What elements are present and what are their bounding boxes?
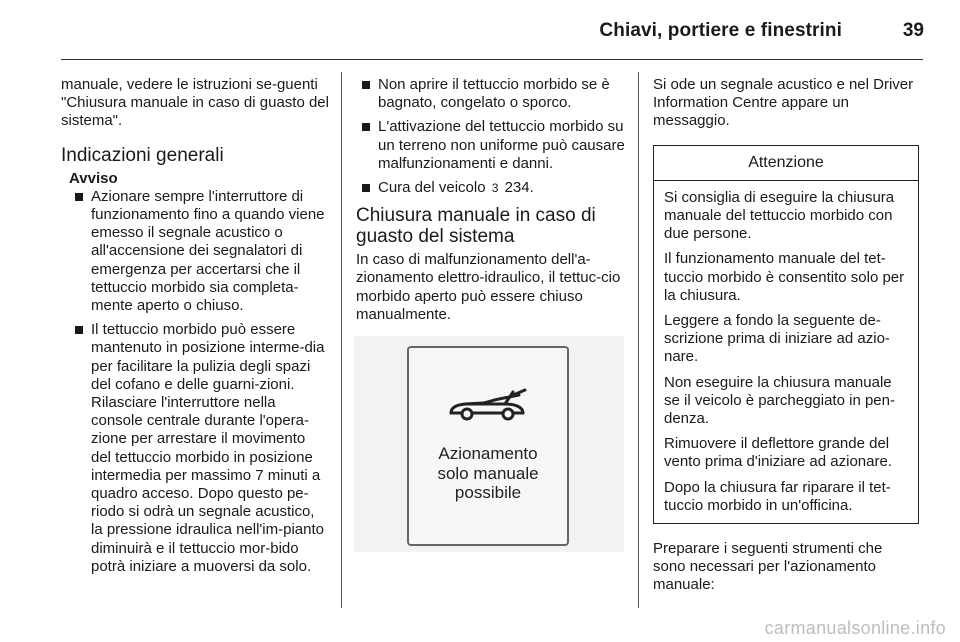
list-item: Non aprire il tettuccio morbido se è bagnato, congelato o sporco. bbox=[356, 76, 626, 112]
column-1 bbox=[61, 76, 329, 582]
list-item: L'attivazione del tettuccio morbido su un terreno non uniforme può causare malfunzionamenti e danni. bbox=[356, 118, 626, 173]
list-item: Il tettuccio morbido può essere mantenuto in posizione interme-dia per facilitare la pulizia degli spazi del cofano e delle guarni-zioni. Rilasciare l'interruttore nella console centrale durante l'opera-zione per arrestare il movimento del tettuccio morbido in posizione intermedia per massimo 7 minuti a quadro acceso. Dopo questo pe-riodo si odrà un segnale acustico, la pressione idraulica nell'im-pianto diminuirà e il tettuccio mor-bido potrà iniziare a muoversi da solo. bbox=[69, 321, 329, 576]
warning-box bbox=[653, 145, 919, 524]
note-bullet-list bbox=[69, 188, 329, 576]
caution-bullet-list bbox=[356, 76, 626, 197]
column-2 bbox=[356, 76, 626, 552]
list-item: Azionare sempre l'interruttore di funzionamento fino a quando viene emesso il segnale acustico o all'accensione dei segnalatori di emergenza per accertarsi che il tettuccio morbido sia completa-mente aperto o chiuso. bbox=[69, 188, 329, 315]
col1-intro: manuale, vedere le istruzioni se-guenti "Chiusura manuale in caso di guasto del sistema". bbox=[61, 76, 329, 130]
dic-display-panel bbox=[407, 346, 569, 546]
warning-paragraph: Dopo la chiusura far riparare il tet-tuccio morbido in un'officina. bbox=[664, 478, 891, 514]
warning-body bbox=[654, 181, 918, 523]
column-divider-2 bbox=[638, 72, 639, 608]
warning-paragraph: Si consiglia di eseguire la chiusura manuale del tettuccio morbido con due persone. bbox=[664, 188, 895, 243]
warning-paragraph: Leggere a fondo la seguente de-scrizione prima di iniziare ad azio-nare. bbox=[664, 312, 890, 366]
column-3 bbox=[653, 76, 917, 595]
col2-body: In caso di malfunzionamento dell'a-zionamento elettro-idraulico, il tettuc-cio morbido aperto può essere chiuso manualmente. bbox=[356, 251, 621, 323]
section-heading-general: Indicazioni generali bbox=[61, 144, 224, 166]
page-reference-arrow-icon: 3 bbox=[491, 181, 499, 196]
col3-intro: Si ode un segnale acustico e nel Driver Information Centre appare un messaggio. bbox=[653, 76, 914, 130]
page-header-title: Chiavi, portiere e finestrini bbox=[599, 20, 842, 41]
col3-after-text: Preparare i seguenti strumenti che sono necessari per l'azionamento manuale: bbox=[653, 540, 883, 594]
display-message-text: Azionamento solo manuale possibile bbox=[437, 444, 539, 503]
watermark: carmanualsonline.info bbox=[764, 618, 946, 638]
page-number: 39 bbox=[902, 20, 924, 41]
column-divider-1 bbox=[341, 72, 342, 608]
care-page-link[interactable]: 234. bbox=[504, 179, 534, 197]
figure-display-message bbox=[354, 336, 624, 552]
header-divider bbox=[61, 59, 923, 60]
convertible-car-icon bbox=[445, 386, 529, 426]
section-heading-manual-closing: Chiusura manuale in caso di guasto del sistema bbox=[356, 205, 596, 248]
list-item-care bbox=[356, 179, 626, 197]
warning-title: Attenzione bbox=[654, 146, 918, 181]
care-text: Cura del veicolo bbox=[378, 179, 486, 197]
warning-paragraph: Rimuovere il deflettore grande del vento prima d'iniziare ad azionare. bbox=[664, 435, 892, 471]
warning-paragraph: Il funzionamento manuale del tet-tuccio morbido è consentito solo per la chiusura. bbox=[664, 250, 905, 304]
note-label: Avviso bbox=[69, 169, 118, 187]
warning-paragraph: Non eseguire la chiusura manuale se il veicolo è parcheggiato in pen-denza. bbox=[664, 373, 895, 428]
